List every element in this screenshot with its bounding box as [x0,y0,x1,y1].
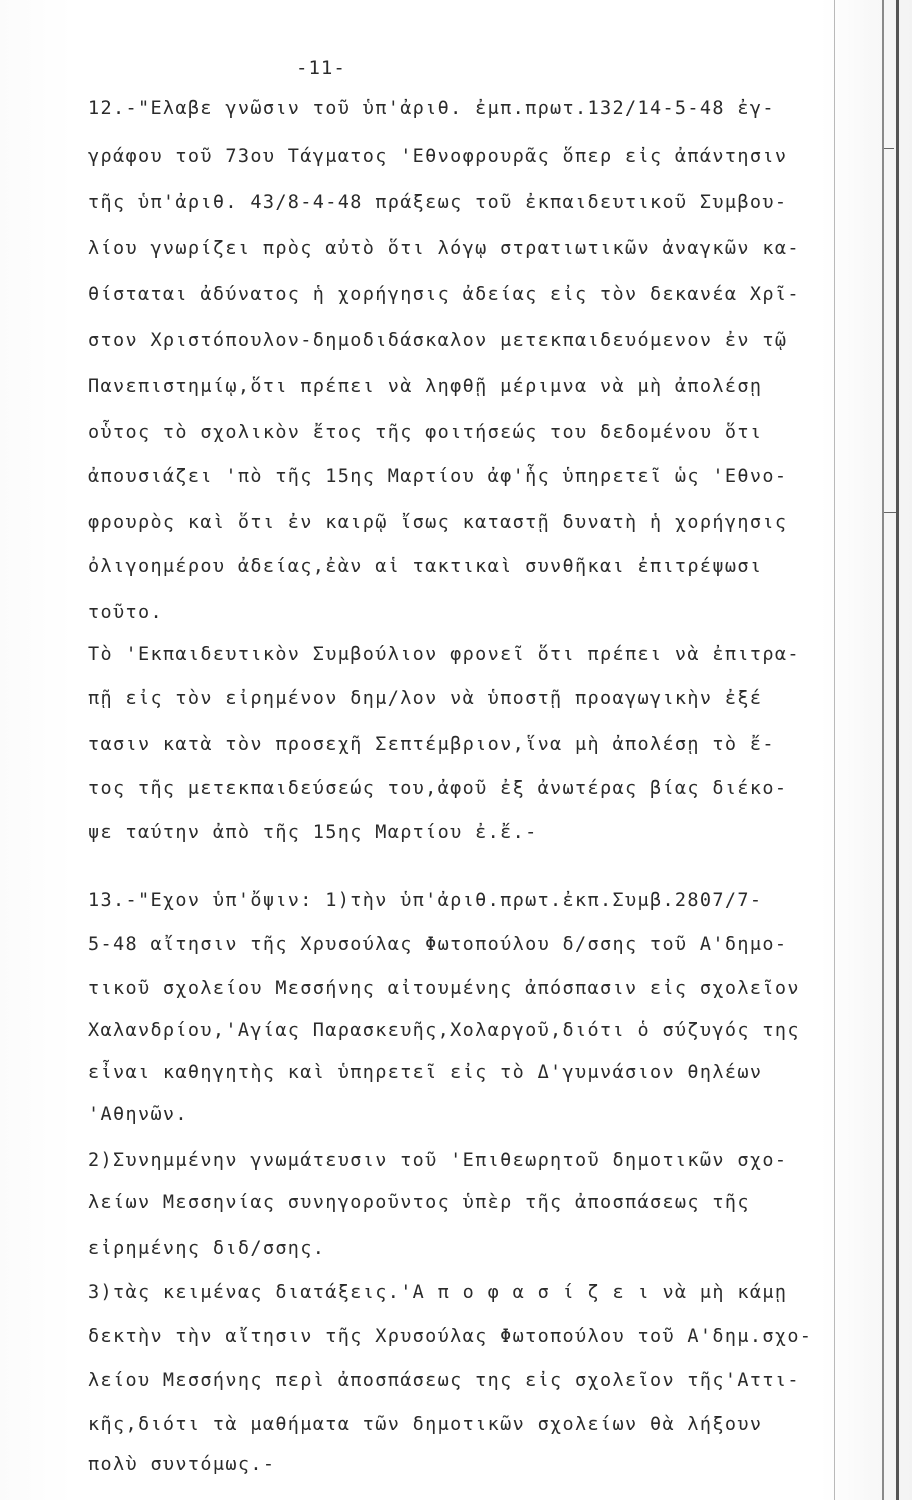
text-line: λείου Μεσσήνης περὶ ἀποσπάσεως της εἰς σχολεῖον τῆς'Αττι- [88,1370,800,1391]
text-line: 12.-"Ελαβε γνῶσιν τοῦ ὑπ'ἀριθ. ἐμπ.πρωτ.132/14-5-48 ἐγ- [88,98,775,119]
page-edge-shadow [834,0,835,1500]
page-number: -11- [296,57,346,79]
text-line: οὗτος τὸ σχολικὸν ἔτος τῆς φοιτήσεώς του δεδομένου ὅτι [88,422,763,443]
text-line: στον Χριστόπουλον-δημοδιδάσκαλον μετεκπαιδευόμενον ἐν τῷ [88,330,788,351]
text-line: εἰρημένης διδ/σσης. [88,1238,326,1259]
text-line: Χαλανδρίου,'Αγίας Παρασκευῆς,Χολαργοῦ,διότι ὁ σύζυγός της [88,1020,800,1041]
text-line: Πανεπιστημίῳ,ὅτι πρέπει νὰ ληφθῇ μέριμνα νὰ μὴ ἀπολέσῃ [88,376,763,397]
text-line: ἀπουσιάζει 'πὸ τῆς 15ης Μαρτίου ἀφ'ἧς ὑπηρετεῖ ὡς 'Εθνο- [88,466,788,487]
text-line: λίου γνωρίζει πρὸς αὐτὸ ὅτι λόγῳ στρατιωτικῶν ἀναγκῶν κα- [88,238,800,259]
text-line: Τὸ 'Εκπαιδευτικὸν Συμβούλιον φρονεῖ ὅτι πρέπει νὰ ἐπιτρα- [88,644,800,665]
text-line: τασιν κατὰ τὸν προσεχῆ Σεπτέμβριον,ἵνα μὴ ἀπολέσῃ τὸ ἔ- [88,734,775,755]
text-line: τοῦτο. [88,602,163,623]
text-line: πῇ εἰς τὸν εἰρημένον δημ/λον νὰ ὑποστῇ προαγωγικὴν ἐξέ [88,688,763,709]
text-line: 3)τὰς κειμένας διατάξεις.'Α π ο φ α σ ί ζ ε ι νὰ μὴ κάμῃ [88,1282,788,1303]
text-line: τικοῦ σχολείου Μεσσήνης αἰτουμένης ἀπόσπασιν εἰς σχολεῖον [88,978,800,999]
text-line: ψε ταύτην ἀπὸ τῆς 15ης Μαρτίου ἐ.ἔ.- [88,822,538,843]
text-line: εἶναι καθηγητὴς καὶ ὑπηρετεῖ εἰς τὸ Δ'γυμνάσιον θηλέων [88,1062,763,1083]
text-line: πολὺ συντόμως.- [88,1454,276,1475]
text-line: 'Αθηνῶν. [88,1104,188,1125]
text-line: τῆς ὑπ'ἀριθ. 43/8-4-48 πράξεως τοῦ ἐκπαιδευτικοῦ Συμβου- [88,192,788,213]
text-line: θίσταται ἀδύνατος ἡ χορήγησις ἀδείας εἰς τὸν δεκανέα Χρῖ- [88,284,800,305]
binding-edge-line [882,0,884,1500]
binding-edge-line-dark [896,0,899,1500]
binding-edge-mark [884,148,894,149]
text-line: 2)Συνημμένην γνωμάτευσιν τοῦ 'Επιθεωρητοῦ δημοτικῶν σχο- [88,1150,788,1171]
text-line: 13.-"Εχον ὑπ'ὄψιν: 1)τὴν ὑπ'ἀριθ.πρωτ.ἐκπ.Συμβ.2807/7- [88,890,763,911]
text-line: τος τῆς μετεκπαιδεύσεώς του,ἀφοῦ ἐξ ἀνωτέρας βίας διέκο- [88,778,788,799]
text-line: γράφου τοῦ 73ου Τάγματος 'Εθνοφρουρᾶς ὅπερ εἰς ἀπάντησιν [88,146,788,167]
binding-edge-mark [884,512,896,513]
text-line: δεκτὴν τὴν αἴτησιν τῆς Χρυσούλας Φωτοπούλου τοῦ Α'δημ.σχο- [88,1326,813,1347]
text-line: κῆς,διότι τὰ μαθήματα τῶν δημοτικῶν σχολείων θὰ λήξουν [88,1414,763,1435]
text-line: λείων Μεσσηνίας συνηγοροῦντος ὑπὲρ τῆς ἀποσπάσεως τῆς [88,1192,750,1213]
text-line: 5-48 αἴτησιν τῆς Χρυσούλας Φωτοπούλου δ/σσης τοῦ Α'δημο- [88,934,788,955]
text-line: ὀλιγοημέρου ἀδείας,ἐὰν αἱ τακτικαὶ συνθῆκαι ἐπιτρέψωσι [88,556,763,577]
text-line: φρουρὸς καὶ ὅτι ἐν καιρῷ ἴσως καταστῇ δυνατὴ ἡ χορήγησις [88,512,788,533]
